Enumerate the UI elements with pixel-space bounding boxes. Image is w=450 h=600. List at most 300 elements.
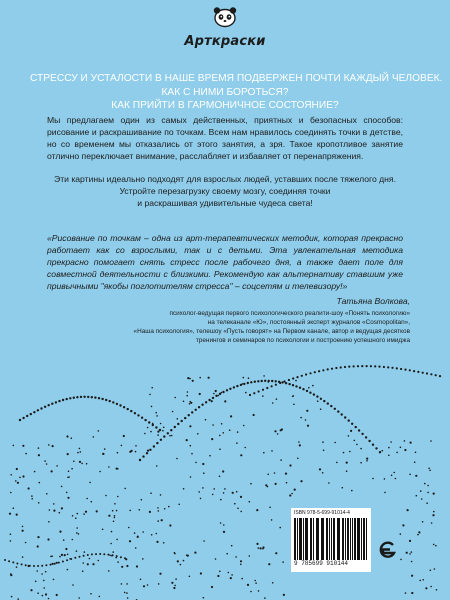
drawing-dot: [159, 573, 161, 575]
drawing-dot: [297, 458, 299, 460]
drawing-dot: [53, 510, 55, 512]
barcode-bar: [297, 518, 298, 560]
drawing-dot: [322, 441, 324, 443]
drawing-dot: [411, 551, 413, 553]
drawing-dot: [435, 374, 437, 376]
drawing-dot: [323, 400, 325, 402]
drawing-dot: [261, 380, 263, 382]
drawing-dot: [293, 404, 295, 406]
drawing-dot: [220, 499, 222, 501]
drawing-dot: [231, 545, 233, 547]
drawing-dot: [89, 482, 91, 484]
drawing-dot: [236, 442, 238, 444]
drawing-dot: [136, 565, 138, 567]
drawing-dot: [205, 419, 207, 421]
drawing-dot: [44, 460, 46, 462]
drawing-dot: [306, 390, 308, 392]
drawing-dot: [429, 470, 431, 472]
drawing-dot: [72, 539, 74, 541]
drawing-dot: [147, 427, 149, 429]
drawing-dot: [177, 418, 179, 420]
drawing-dot: [53, 579, 55, 581]
drawing-dot: [425, 587, 427, 589]
drawing-dot: [212, 494, 214, 496]
barcode-bar: [317, 518, 318, 560]
drawing-dot: [176, 458, 178, 460]
drawing-dot: [229, 429, 231, 431]
drawing-dot: [167, 432, 169, 434]
drawing-dot: [224, 400, 226, 402]
drawing-dot: [10, 474, 12, 476]
drawing-dot: [86, 498, 88, 500]
drawing-dot: [268, 381, 270, 383]
drawing-dot: [428, 468, 430, 470]
drawing-dot: [117, 561, 119, 563]
drawing-dot: [275, 483, 277, 485]
drawing-dot: [298, 441, 300, 443]
drawing-dot: [160, 423, 162, 425]
drawing-dot: [103, 453, 105, 455]
drawing-dot: [147, 450, 149, 452]
drawing-dot: [215, 558, 217, 560]
drawing-dot: [83, 555, 85, 557]
drawing-dot: [433, 511, 435, 513]
drawing-dot: [17, 482, 19, 484]
drawing-dot: [390, 441, 392, 443]
drawing-dot: [71, 468, 73, 470]
drawing-dot: [409, 540, 411, 542]
barcode-bars: [294, 518, 368, 560]
drawing-dot: [78, 533, 80, 535]
drawing-dot: [41, 573, 43, 575]
drawing-dot: [432, 514, 434, 516]
drawing-dot: [280, 459, 282, 461]
drawing-dot: [285, 473, 287, 475]
drawing-dot: [202, 487, 204, 489]
drawing-dot: [116, 403, 118, 405]
drawing-dot: [217, 575, 219, 577]
drawing-dot: [22, 445, 24, 447]
drawing-dot: [25, 542, 27, 544]
drawing-dot: [109, 400, 111, 402]
drawing-dot: [123, 406, 125, 408]
drawing-dot: [162, 430, 164, 432]
drawing-dot: [54, 563, 56, 565]
drawing-dot: [341, 413, 343, 415]
drawing-dot: [200, 572, 202, 574]
drawing-dot: [66, 492, 68, 494]
drawing-dot: [142, 531, 144, 533]
drawing-dot: [199, 377, 201, 379]
drawing-dot: [430, 440, 432, 442]
drawing-dot: [71, 437, 73, 439]
drawing-dot: [114, 515, 116, 517]
drawing-dot: [212, 397, 214, 399]
drawing-dot: [108, 515, 110, 517]
drawing-dot: [334, 408, 336, 410]
drawing-dot: [250, 483, 252, 485]
barcode-bar: [354, 518, 355, 560]
drawing-dot: [409, 369, 411, 371]
drawing-dot: [203, 472, 205, 474]
drawing-dot: [309, 392, 311, 394]
drawing-dot: [171, 582, 173, 584]
drawing-dot: [336, 462, 338, 464]
drawing-dot: [211, 400, 213, 402]
drawing-dot: [189, 401, 191, 403]
drawing-dot: [135, 451, 137, 453]
drawing-dot: [161, 519, 163, 521]
drawing-dot: [279, 527, 281, 529]
drawing-dot: [8, 560, 10, 562]
drawing-dot: [282, 561, 284, 563]
credits-line-3: «Наша психология», телешоу «Пусть говорят» на Первом канале, автор и ведущая десятков: [133, 328, 410, 335]
drawing-dot: [47, 538, 49, 540]
drawing-dot: [296, 376, 298, 378]
drawing-dot: [220, 522, 222, 524]
drawing-dot: [175, 578, 177, 580]
drawing-dot: [144, 419, 146, 421]
drawing-dot: [288, 379, 290, 381]
drawing-dot: [22, 417, 24, 419]
drawing-dot: [384, 492, 386, 494]
drawing-dot: [256, 543, 258, 545]
drawing-dot: [243, 383, 245, 385]
drawing-dot: [409, 553, 411, 555]
drawing-dot: [349, 451, 351, 453]
drawing-dot: [404, 440, 406, 442]
drawing-dot: [366, 365, 368, 367]
drawing-dot: [163, 542, 165, 544]
drawing-dot: [219, 476, 221, 478]
drawing-dot: [117, 468, 119, 470]
isbn-label: ISBN 978-5-699-91014-4: [294, 510, 350, 516]
drawing-dot: [103, 553, 105, 555]
drawing-dot: [274, 472, 276, 474]
drawing-dot: [137, 536, 139, 538]
drawing-dot: [183, 488, 185, 490]
barcode-bar: [323, 518, 324, 560]
drawing-dot: [223, 531, 225, 533]
drawing-dot: [87, 563, 89, 565]
drawing-dot: [435, 545, 437, 547]
drawing-dot: [99, 471, 101, 473]
drawing-dot: [331, 368, 333, 370]
drawing-dot: [200, 498, 202, 500]
drawing-dot: [368, 440, 370, 442]
drawing-dot: [391, 475, 393, 477]
drawing-dot: [174, 426, 176, 428]
drawing-dot: [109, 555, 111, 557]
drawing-dot: [222, 470, 224, 472]
drawing-dot: [56, 594, 58, 596]
drawing-dot: [69, 397, 71, 399]
drawing-dot: [222, 391, 224, 393]
drawing-dot: [360, 448, 362, 450]
drawing-dot: [128, 527, 130, 529]
drawing-dot: [151, 534, 153, 536]
drawing-dot: [64, 554, 66, 556]
drawing-dot: [382, 450, 384, 452]
drawing-dot: [4, 559, 6, 561]
drawing-dot: [151, 387, 153, 389]
drawing-dot: [37, 592, 39, 594]
drawing-dot: [43, 580, 45, 582]
drawing-dot: [98, 397, 100, 399]
drawing-dot: [288, 383, 290, 385]
drawing-dot: [134, 412, 136, 414]
drawing-dot: [160, 494, 162, 496]
drawing-dot: [98, 560, 100, 562]
drawing-dot: [62, 399, 64, 401]
drawing-dot: [121, 566, 123, 568]
drawing-dot: [51, 470, 53, 472]
drawing-dot: [237, 431, 239, 433]
drawing-dot: [48, 598, 50, 600]
drawing-dot: [197, 433, 199, 435]
drawing-dot: [305, 419, 307, 421]
drawing-dot: [68, 471, 70, 473]
drawing-dot: [351, 423, 353, 425]
drawing-dot: [357, 365, 359, 367]
drawing-dot: [372, 444, 374, 446]
drawing-dot: [110, 543, 112, 545]
drawing-dot: [139, 459, 141, 461]
drawing-dot: [242, 383, 244, 385]
drawing-dot: [114, 517, 116, 519]
drawing-dot: [126, 565, 128, 567]
drawing-dot: [358, 429, 360, 431]
drawing-dot: [316, 395, 318, 397]
drawing-dot: [395, 478, 397, 480]
drawing-dot: [90, 593, 92, 595]
drawing-dot: [314, 371, 316, 373]
drawing-dot: [430, 570, 432, 572]
drawing-dot: [240, 496, 242, 498]
drawing-dot: [235, 556, 237, 558]
drawing-dot: [187, 377, 189, 379]
drawing-dot: [37, 545, 39, 547]
drawing-dot: [424, 483, 426, 485]
drawing-dot: [213, 488, 215, 490]
drawing-dot: [354, 440, 356, 442]
drawing-dot: [127, 408, 129, 410]
drawing-dot: [37, 409, 39, 411]
drawing-dot: [35, 581, 37, 583]
drawing-dot: [120, 556, 122, 558]
drawing-dot: [378, 366, 380, 368]
barcode-bar: [303, 518, 304, 560]
drawing-dot: [149, 449, 151, 451]
drawing-dot: [10, 540, 12, 542]
drawing-dot: [74, 557, 76, 559]
barcode-bar: [318, 518, 319, 560]
drawing-dot: [295, 385, 297, 387]
drawing-dot: [384, 478, 386, 480]
drawing-dot: [105, 495, 107, 497]
drawing-dot: [155, 426, 157, 428]
drawing-dot: [130, 410, 132, 412]
drawing-dot: [82, 570, 84, 572]
drawing-dot: [201, 404, 203, 406]
drawing-dot: [89, 558, 91, 560]
drawing-dot: [59, 556, 61, 558]
drawing-dot: [45, 571, 47, 573]
drawing-dot: [393, 472, 395, 474]
drawing-dot: [427, 485, 429, 487]
drawing-dot: [205, 401, 207, 403]
drawing-dot: [189, 576, 191, 578]
drawing-dot: [430, 586, 432, 588]
drawing-dot: [221, 392, 223, 394]
drawing-dot: [65, 548, 67, 550]
drawing-dot: [108, 570, 110, 572]
drawing-dot: [79, 556, 81, 558]
barcode-bar: [348, 518, 349, 560]
drawing-dot: [302, 388, 304, 390]
drawing-dot: [124, 488, 126, 490]
drawing-dot: [334, 442, 336, 444]
drawing-dot: [80, 451, 82, 453]
drawing-dot: [114, 503, 116, 505]
drawing-dot: [44, 406, 46, 408]
drawing-dot: [318, 370, 320, 372]
drawing-dot: [156, 465, 158, 467]
drawing-dot: [404, 449, 406, 451]
drawing-dot: [121, 445, 123, 447]
drawing-dot: [40, 407, 42, 409]
drawing-dot: [135, 445, 137, 447]
drawing-dot: [263, 375, 265, 377]
drawing-dot: [396, 452, 398, 454]
drawing-dot: [327, 368, 329, 370]
drawing-dot: [16, 563, 18, 565]
drawing-dot: [417, 534, 419, 536]
drawing-dot: [76, 396, 78, 398]
drawing-dot: [249, 394, 251, 396]
drawing-dot: [112, 551, 114, 553]
barcode-bar: [327, 518, 328, 560]
drawing-dot: [178, 504, 180, 506]
drawing-dot: [9, 513, 11, 515]
drawing-dot: [170, 429, 172, 431]
drawing-dot: [286, 482, 288, 484]
drawing-dot: [353, 365, 355, 367]
barcode-bar: [306, 518, 307, 560]
drawing-dot: [372, 478, 374, 480]
drawing-dot: [212, 424, 214, 426]
drawing-dot: [283, 594, 285, 596]
drawing-dot: [169, 435, 171, 437]
drawing-dot: [163, 427, 165, 429]
drawing-dot: [244, 447, 246, 449]
drawing-dot: [67, 477, 69, 479]
drawing-dot: [189, 403, 191, 405]
drawing-dot: [253, 392, 255, 394]
drawing-dot: [215, 390, 217, 392]
drawing-dot: [221, 423, 223, 425]
drawing-dot: [142, 558, 144, 560]
drawing-dot: [253, 414, 255, 416]
drawing-dot: [406, 552, 408, 554]
drawing-dot: [56, 562, 58, 564]
drawing-dot: [126, 583, 128, 585]
drawing-dot: [375, 447, 377, 449]
drawing-dot: [174, 552, 176, 554]
drawing-dot: [277, 433, 279, 435]
drawing-dot: [13, 507, 15, 509]
drawing-dot: [58, 562, 60, 564]
barcode-bar: [311, 518, 312, 560]
drawing-dot: [144, 433, 146, 435]
drawing-dot: [374, 365, 376, 367]
drawing-dot: [99, 553, 101, 555]
drawing-dot: [116, 510, 118, 512]
barcode-bar: [355, 518, 356, 560]
drawing-dot: [422, 579, 424, 581]
drawing-dot: [275, 380, 277, 382]
barcode-bar: [361, 518, 362, 560]
drawing-dot: [248, 377, 250, 379]
drawing-dot: [400, 533, 402, 535]
headline-line-2: КАК С НИМИ БОРОТЬСЯ?: [161, 86, 289, 98]
drawing-dot: [29, 565, 31, 567]
drawing-dot: [83, 396, 85, 398]
drawing-dot: [226, 553, 228, 555]
drawing-dot: [391, 367, 393, 369]
drawing-dot: [152, 423, 154, 425]
drawing-dot: [360, 462, 362, 464]
drawing-dot: [188, 414, 190, 416]
drawing-dot: [289, 494, 291, 496]
drawing-dot: [19, 477, 21, 479]
barcode-bar: [345, 518, 346, 560]
drawing-dot: [112, 510, 114, 512]
drawing-dot: [129, 540, 131, 542]
drawing-dot: [77, 513, 79, 515]
drawing-dot: [117, 452, 119, 454]
drawing-dot: [330, 405, 332, 407]
drawing-dot: [202, 463, 204, 465]
barcode-bar: [343, 518, 344, 560]
drawing-dot: [283, 380, 285, 382]
drawing-dot: [230, 415, 232, 417]
drawing-dot: [229, 388, 231, 390]
drawing-dot: [94, 396, 96, 398]
drawing-dot: [37, 536, 39, 538]
drawing-dot: [186, 395, 188, 397]
drawing-dot: [75, 517, 77, 519]
drawing-dot: [78, 597, 80, 599]
drawing-dot: [164, 508, 166, 510]
drawing-dot: [415, 452, 417, 454]
drawing-dot: [91, 396, 93, 398]
drawing-dot: [418, 531, 420, 533]
drawing-dot: [411, 592, 413, 594]
drawing-dot: [16, 514, 18, 516]
drawing-dot: [45, 564, 47, 566]
drawing-dot: [209, 455, 211, 457]
drawing-dot: [174, 585, 176, 587]
drawing-dot: [66, 398, 68, 400]
drawing-dot: [121, 583, 123, 585]
drawing-dot: [59, 531, 61, 533]
drawing-dot: [402, 524, 404, 526]
drawing-dot: [76, 527, 78, 529]
quote-author: Татьяна Волкова,: [336, 296, 410, 306]
drawing-dot: [250, 591, 252, 593]
drawing-dot: [189, 378, 191, 380]
